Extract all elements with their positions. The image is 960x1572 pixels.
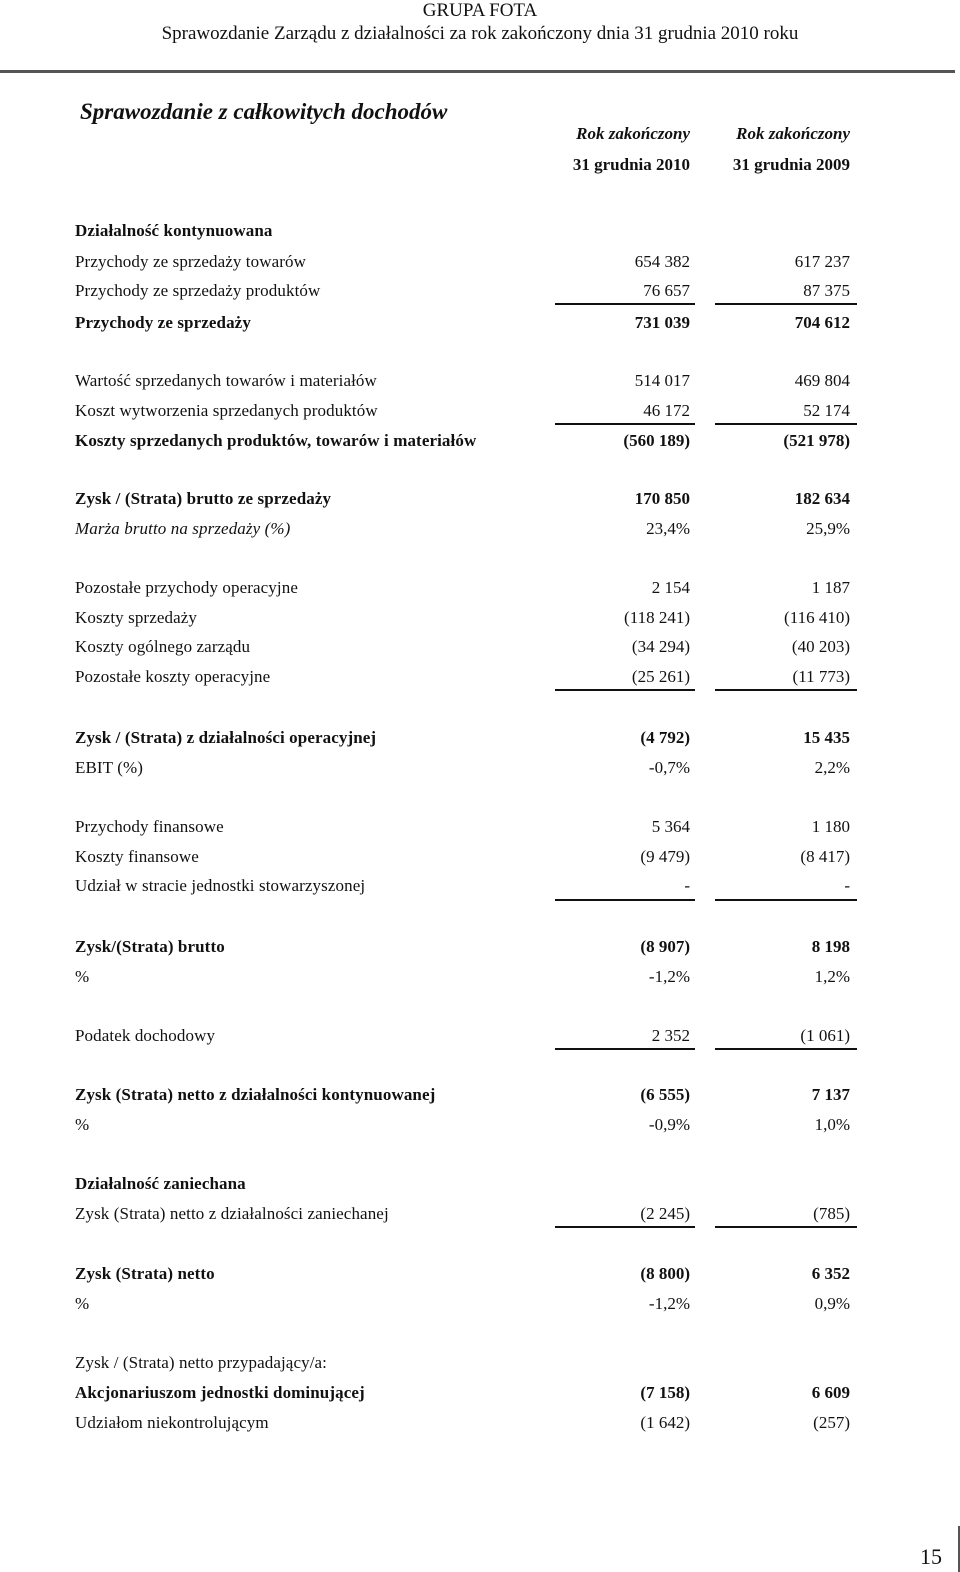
value-2010: - — [684, 876, 690, 895]
column-header-2009-line2: 31 grudnia 2009 — [732, 155, 850, 174]
value-2009: (257) — [813, 1413, 850, 1432]
value-2009: 704 612 — [794, 313, 850, 332]
statement-title: Sprawozdanie z całkowitych dochodów — [80, 99, 448, 124]
value-2010: (2 245) — [640, 1204, 690, 1223]
table-row — [0, 965, 960, 989]
value-2009: 8 198 — [811, 937, 850, 956]
table-row — [0, 756, 960, 780]
value-2010: -0,9% — [648, 1115, 690, 1134]
value-2010: 514 017 — [634, 371, 690, 390]
table-row — [0, 1113, 960, 1137]
table-row — [0, 1381, 960, 1405]
value-2010: 731 039 — [634, 313, 690, 332]
value-2009: 1,0% — [814, 1115, 850, 1134]
subtotal-rule — [555, 303, 695, 305]
row-label: Udział w stracie jednostki stowarzyszonej — [75, 876, 366, 895]
table-row — [0, 279, 960, 303]
row-label: Zysk (Strata) netto — [75, 1264, 215, 1283]
table-row — [0, 1351, 960, 1375]
value-2009: 15 435 — [803, 728, 850, 747]
value-2010: 46 172 — [643, 401, 690, 420]
row-label: % — [75, 1294, 90, 1313]
value-2010: (25 261) — [631, 667, 690, 686]
value-2009: (11 773) — [792, 667, 850, 686]
value-2010: 170 850 — [634, 489, 690, 508]
table-row — [0, 726, 960, 750]
table-row — [0, 1083, 960, 1107]
table-row — [0, 845, 960, 869]
row-label: % — [75, 967, 90, 986]
table-row — [0, 1262, 960, 1286]
table-row — [0, 219, 960, 243]
subtotal-rule — [555, 899, 695, 901]
value-2010: (7 158) — [640, 1383, 690, 1402]
page-number: 15 — [920, 1544, 942, 1569]
row-label: Zysk / (Strata) netto przypadający/a: — [75, 1353, 327, 1372]
table-row — [0, 1172, 960, 1196]
column-header-2010-line1: Rok zakończony — [576, 124, 690, 143]
row-label: EBIT (%) — [75, 758, 143, 777]
value-2009: 1,2% — [814, 967, 850, 986]
value-2009: 52 174 — [803, 401, 850, 420]
row-label: Pozostałe koszty operacyjne — [75, 667, 271, 686]
row-label: Działalność zaniechana — [75, 1174, 246, 1193]
value-2009: (8 417) — [800, 847, 850, 866]
table-row — [0, 815, 960, 839]
value-2009: (1 061) — [800, 1026, 850, 1045]
value-2010: (8 907) — [640, 937, 690, 956]
value-2010: -0,7% — [648, 758, 690, 777]
table-row — [0, 576, 960, 600]
row-label: Marża brutto na sprzedaży (%) — [75, 519, 291, 538]
subtotal-rule — [715, 899, 857, 901]
row-label: Działalność kontynuowana — [75, 221, 273, 240]
value-2010: -1,2% — [648, 967, 690, 986]
table-row — [0, 429, 960, 453]
table-row — [0, 606, 960, 630]
table-row — [0, 369, 960, 393]
table-row — [0, 517, 960, 541]
value-2009: 182 634 — [794, 489, 850, 508]
table-row — [0, 665, 960, 689]
row-label: Koszty sprzedaży — [75, 608, 197, 627]
row-label: Zysk / (Strata) brutto ze sprzedaży — [75, 489, 332, 508]
value-2009: 1 180 — [811, 817, 850, 836]
table-row — [0, 935, 960, 959]
table-row — [0, 1292, 960, 1316]
value-2010: 654 382 — [634, 252, 690, 271]
value-2009: (785) — [813, 1204, 850, 1223]
value-2010: (6 555) — [640, 1085, 690, 1104]
value-2010: 5 364 — [651, 817, 690, 836]
row-label: Przychody finansowe — [75, 817, 224, 836]
value-2009: - — [844, 876, 850, 895]
company-name: GRUPA FOTA — [422, 0, 538, 21]
value-2009: 2,2% — [814, 758, 850, 777]
table-row — [0, 1202, 960, 1226]
value-2010: -1,2% — [648, 1294, 690, 1313]
row-label: Podatek dochodowy — [75, 1026, 216, 1045]
table-row — [0, 874, 960, 898]
row-label: Koszt wytworzenia sprzedanych produktów — [75, 401, 378, 420]
subtotal-rule — [555, 1048, 695, 1050]
table-row — [0, 311, 960, 335]
subtotal-rule — [555, 1226, 695, 1228]
row-label: % — [75, 1115, 90, 1134]
value-2009: 469 804 — [794, 371, 850, 390]
value-2010: (9 479) — [640, 847, 690, 866]
value-2010: (4 792) — [640, 728, 690, 747]
subtotal-rule — [715, 689, 857, 691]
value-2009: 6 352 — [811, 1264, 850, 1283]
value-2009: 87 375 — [803, 281, 850, 300]
value-2009: (116 410) — [784, 608, 850, 627]
row-label: Przychody ze sprzedaży — [75, 313, 251, 332]
row-label: Przychody ze sprzedaży produktów — [75, 281, 321, 300]
table-row — [0, 250, 960, 274]
row-label: Wartość sprzedanych towarów i materiałów — [75, 371, 377, 390]
value-2009: 0,9% — [814, 1294, 850, 1313]
table-row — [0, 1024, 960, 1048]
row-label: Akcjonariuszom jednostki dominującej — [75, 1383, 365, 1402]
subtotal-rule — [715, 1226, 857, 1228]
header-divider — [0, 70, 955, 73]
value-2009: 25,9% — [806, 519, 850, 538]
value-2009: 7 137 — [811, 1085, 850, 1104]
row-label: Przychody ze sprzedaży towarów — [75, 252, 306, 271]
row-label: Zysk / (Strata) z działalności operacyjnej — [75, 728, 377, 747]
value-2010: 23,4% — [646, 519, 690, 538]
row-label: Zysk (Strata) netto z działalności kontynuowanej — [75, 1085, 436, 1104]
table-row — [0, 1411, 960, 1435]
value-2009: 1 187 — [811, 578, 850, 597]
column-header-2009-line1: Rok zakończony — [736, 124, 850, 143]
row-label: Koszty finansowe — [75, 847, 199, 866]
value-2010: (34 294) — [631, 637, 690, 656]
value-2010: (1 642) — [640, 1413, 690, 1432]
row-label: Koszty ogólnego zarządu — [75, 637, 251, 656]
table-row — [0, 635, 960, 659]
subtotal-rule — [555, 423, 695, 425]
row-label: Koszty sprzedanych produktów, towarów i materiałów — [75, 431, 477, 450]
value-2009: (40 203) — [791, 637, 850, 656]
row-label: Zysk/(Strata) brutto — [75, 937, 225, 956]
subtotal-rule — [715, 1048, 857, 1050]
value-2010: (118 241) — [624, 608, 690, 627]
value-2009: 617 237 — [794, 252, 850, 271]
table-row — [0, 399, 960, 423]
value-2010: (8 800) — [640, 1264, 690, 1283]
value-2010: 76 657 — [643, 281, 690, 300]
row-label: Pozostałe przychody operacyjne — [75, 578, 298, 597]
value-2010: 2 352 — [651, 1026, 690, 1045]
row-label: Zysk (Strata) netto z działalności zaniechanej — [75, 1204, 389, 1223]
value-2009: 6 609 — [811, 1383, 850, 1402]
column-header-2010-line2: 31 grudnia 2010 — [572, 155, 690, 174]
value-2010: (560 189) — [623, 431, 690, 450]
report-subtitle: Sprawozdanie Zarządu z działalności za rok zakończony dnia 31 grudnia 2010 roku — [161, 23, 799, 44]
value-2009: (521 978) — [783, 431, 850, 450]
value-2010: 2 154 — [651, 578, 690, 597]
row-label: Udziałom niekontrolującym — [75, 1413, 269, 1432]
subtotal-rule — [715, 423, 857, 425]
subtotal-rule — [555, 689, 695, 691]
subtotal-rule — [715, 303, 857, 305]
table-row — [0, 487, 960, 511]
